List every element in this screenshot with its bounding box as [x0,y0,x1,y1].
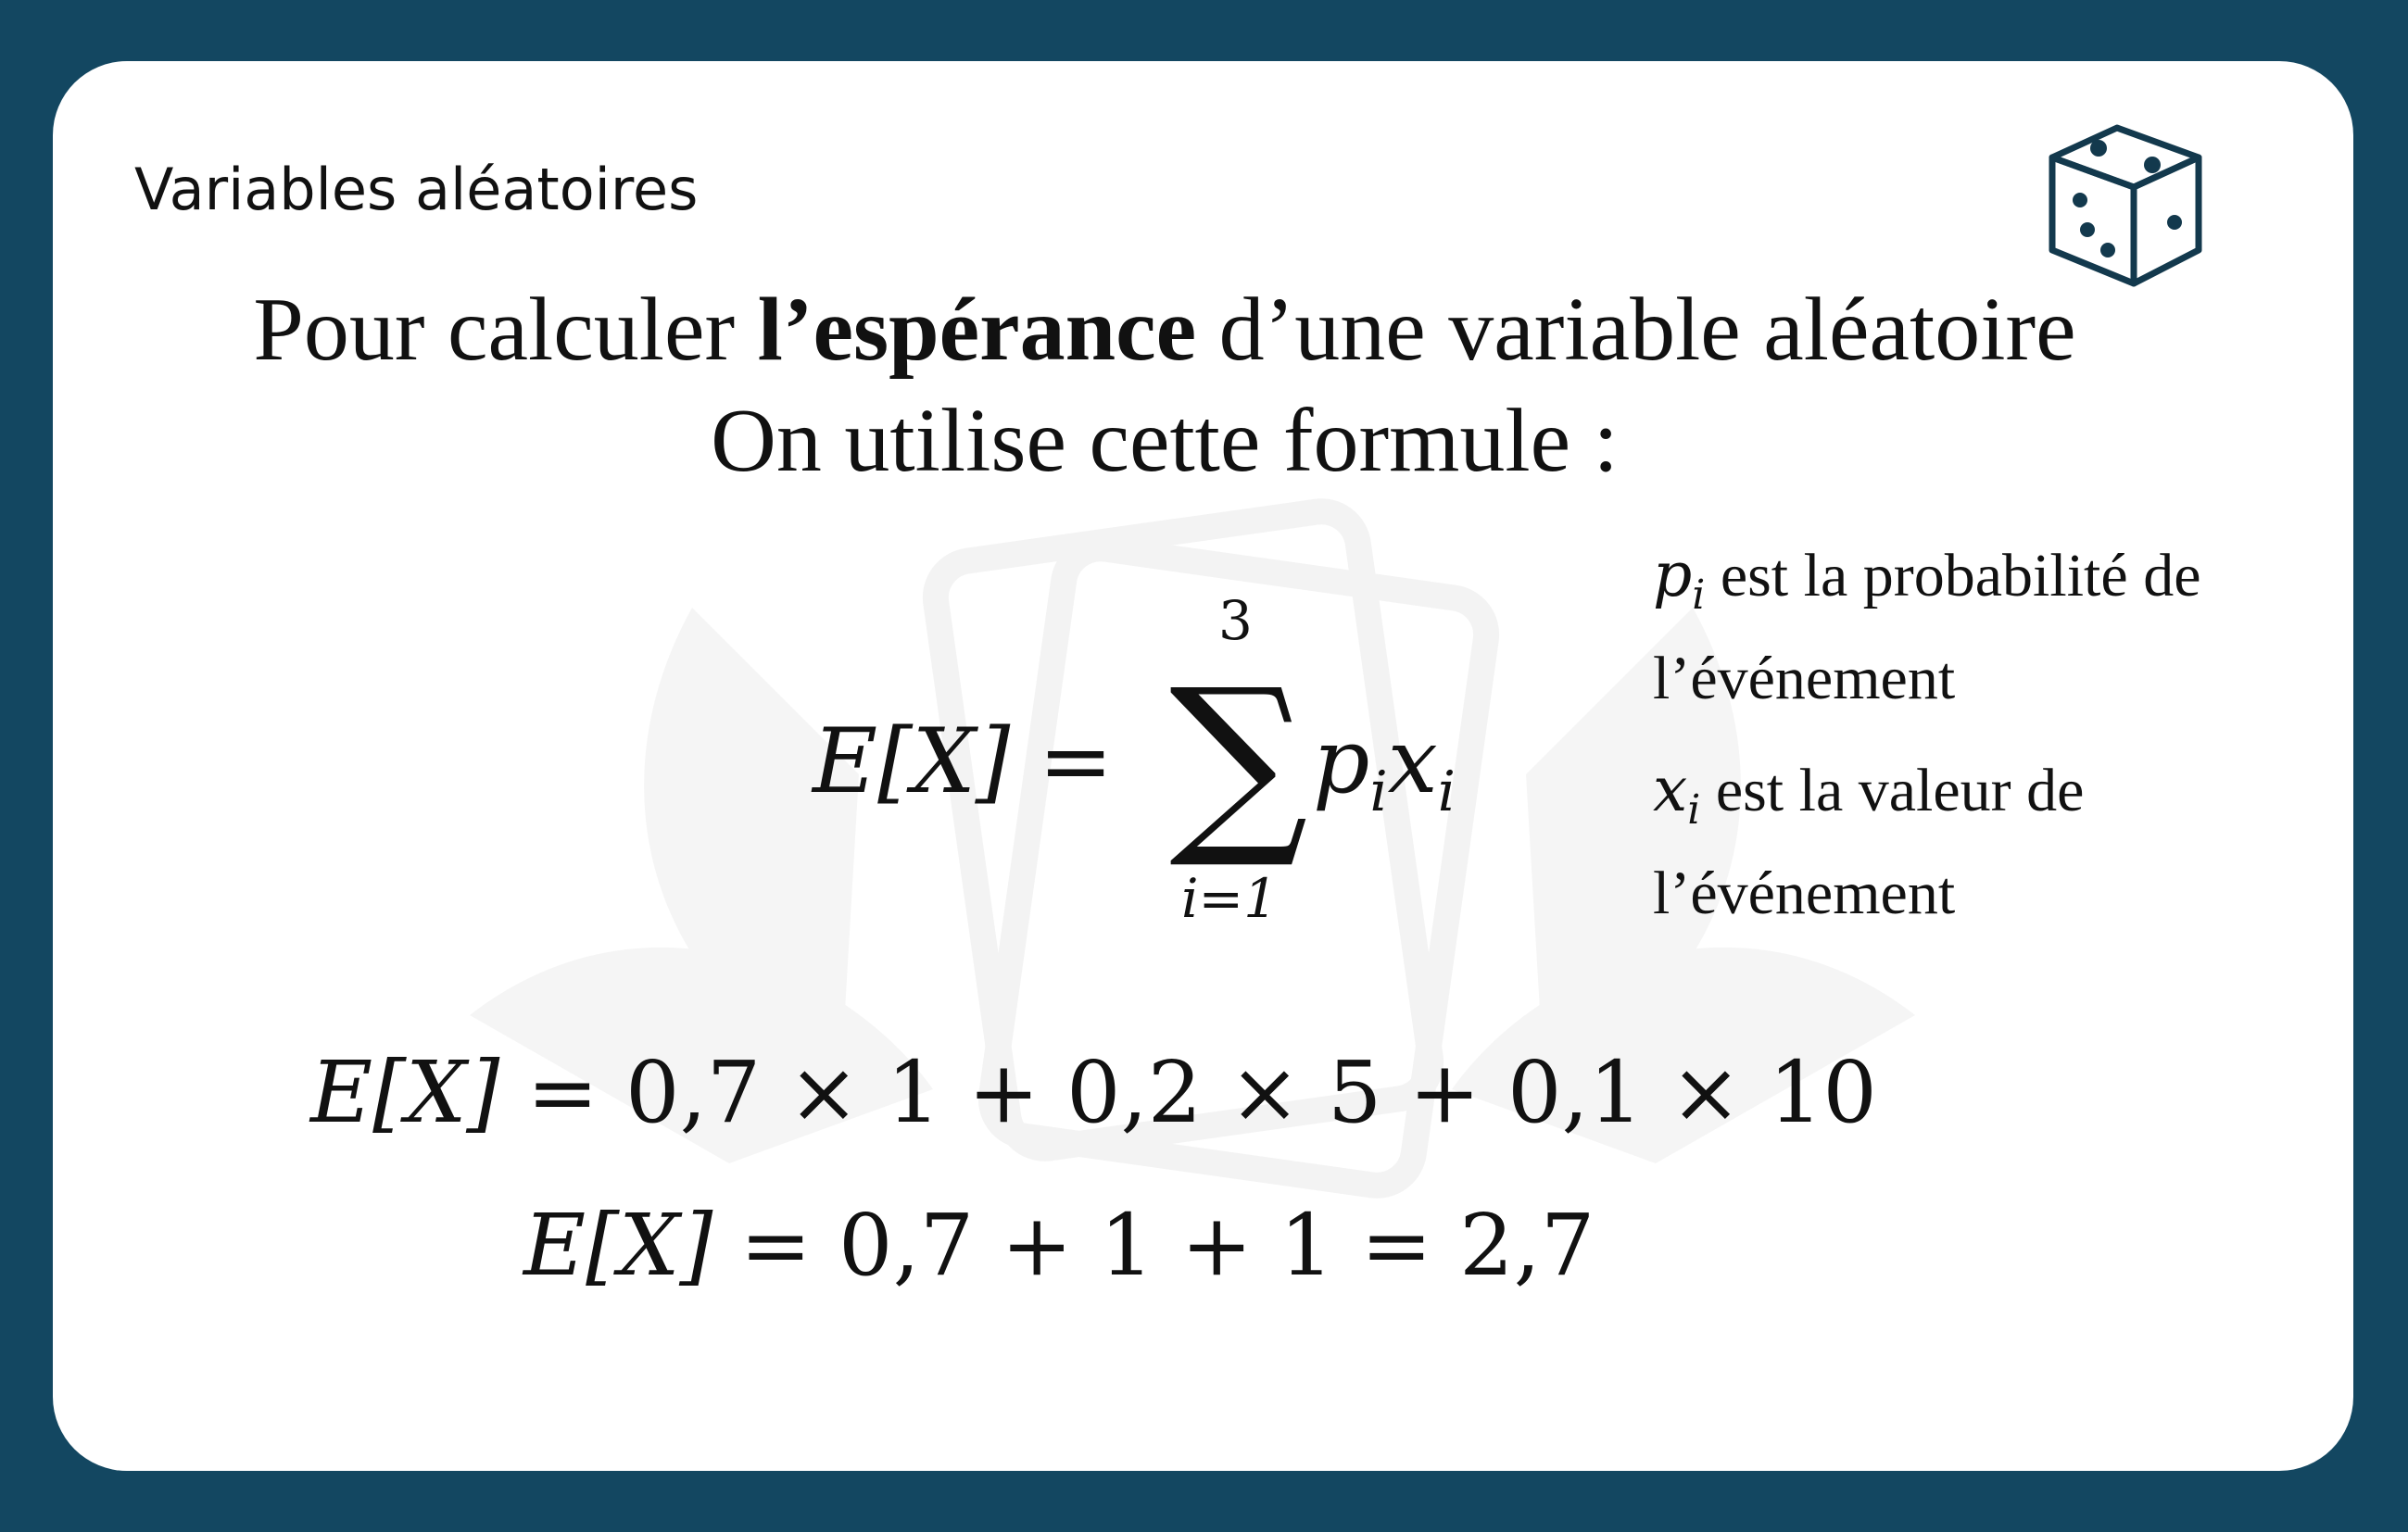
calc-rhs: = 0,7 × 1 + 0,2 × 5 + 0,1 × 10 [526,1043,1877,1142]
note-line [1653,534,2200,637]
note-text: est la probabilité de [1705,542,2201,609]
note-line [1653,748,2084,852]
heading-bold-term: l’espérance [757,280,1197,380]
calc-lhs: E[X] [523,1196,713,1295]
calculation-line-2 [523,1196,1595,1295]
note-line-2: l’événement [1653,860,1956,928]
note-subscript: i [1692,571,1706,620]
calc-lhs: E[X] [310,1043,500,1142]
heading-line-1 [53,278,2276,382]
note-line-2: l’événement [1653,645,1956,713]
note-symbol: p [1653,539,1693,610]
heading-text: Pour calculer [253,280,758,380]
slide-card [53,61,2353,1471]
heading-line-2: On utilise cette formule : [711,391,1619,491]
heading-text-end: d’une variable aléatoire [1196,280,2076,380]
sum-lower-limit: i=1 [1181,867,1279,930]
note-value [1653,748,2084,936]
note-probability [1653,534,2200,721]
sigma-symbol: ∑ [1169,647,1308,873]
expectation-formula [813,589,1535,1015]
note-symbol: x [1653,754,1688,825]
sum-upper-limit: 3 [1218,589,1253,652]
note-subscript: i [1687,786,1701,835]
summand: $p_ix_i$ [1313,709,1456,825]
calc-result: = 0,7 + 1 + 1 = 2,7 [739,1196,1595,1295]
note-text: est la valeur de [1700,757,2085,824]
calculation-line-1 [310,1043,1877,1142]
formula-lhs: E[X] = [813,709,1114,813]
section-label: Variables aléatoires [134,156,699,223]
